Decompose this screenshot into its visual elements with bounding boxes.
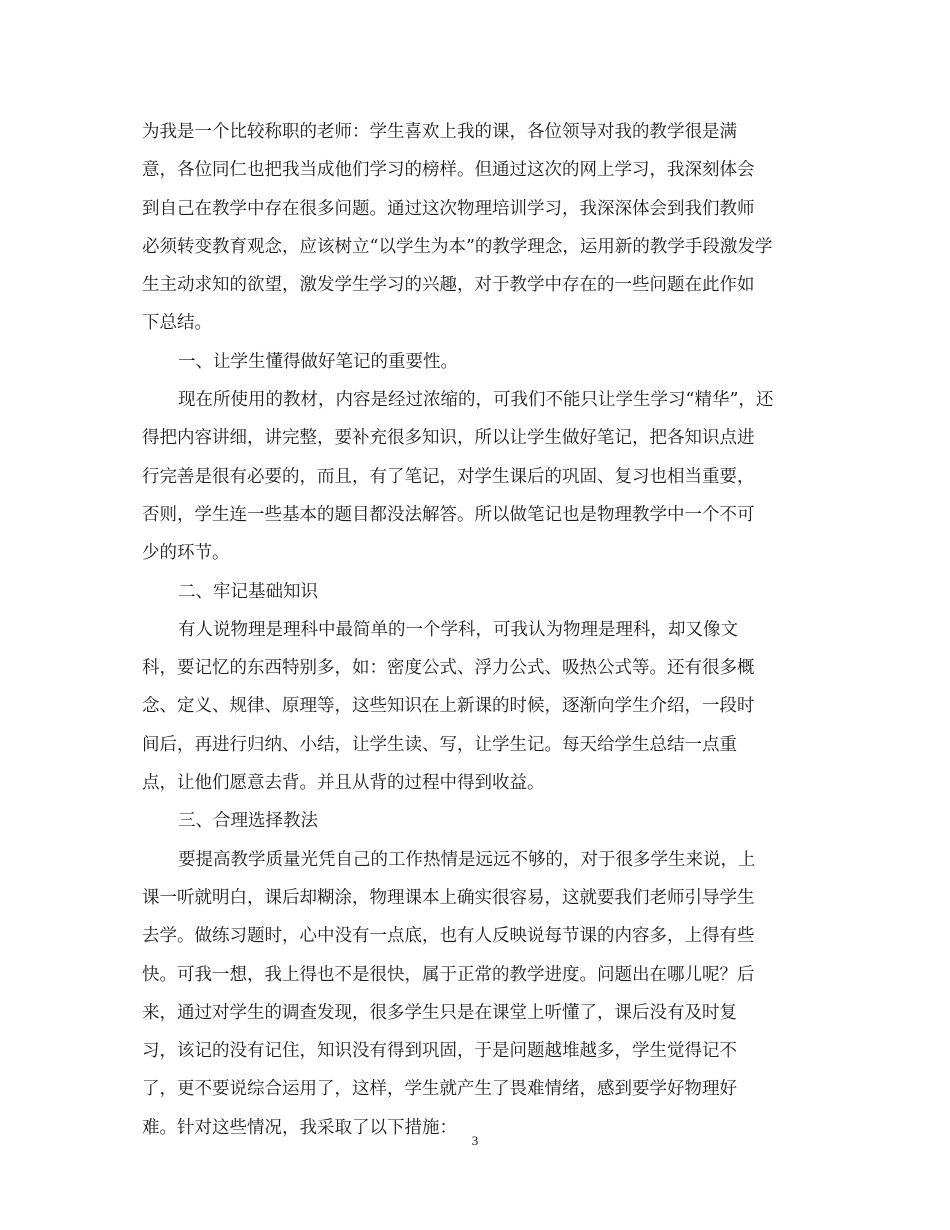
text-line: 现在所使用的教材，内容是经过浓缩的，可我们不能只让学生学习“精华”，还 xyxy=(178,390,774,411)
text-line: 了，更不要说综合运用了，这样，学生就产生了畏难情绪，感到要学好物理好 xyxy=(142,1079,737,1100)
text-line: 意，各位同仁也把我当成他们学习的榜样。但通过这次的网上学习，我深刻体会 xyxy=(142,160,755,181)
text-line: 必须转变教育观念，应该树立“以学生为本”的教学理念，运用新的教学手段激发学 xyxy=(142,236,773,257)
text-line: 生主动求知的欲望，激发学生学习的兴趣，对于教学中存在的一些问题在此作如 xyxy=(142,275,755,296)
text-line: 否则，学生连一些基本的题目都没法解答。所以做笔记也是物理教学中一个不可 xyxy=(142,504,755,525)
text-line: 少的环节。 xyxy=(142,543,230,564)
text-line: 科，要记忆的东西特别多，如：密度公式、浮力公式、吸热公式等。还有很多概 xyxy=(142,658,755,679)
text-line: 间后，再进行归纳、小结，让学生读、写，让学生记。每天给学生总结一点重 xyxy=(142,734,737,755)
text-line: 得把内容讲细，讲完整，要补充很多知识，所以让学生做好笔记，把各知识点进 xyxy=(142,428,755,449)
text-line: 要提高教学质量光凭自己的工作热情是远远不够的，对于很多学生来说，上 xyxy=(178,849,756,870)
section-heading: 二、牢记基础知识 xyxy=(178,581,318,602)
text-line: 行完善是很有必要的，而且，有了笔记，对学生课后的巩固、复习也相当重要， xyxy=(142,466,755,487)
text-line: 来，通过对学生的调查发现，很多学生只是在课堂上听懂了，课后没有及时复 xyxy=(142,1002,737,1023)
page-number: 3 xyxy=(471,1133,479,1148)
text-line: 快。可我一想，我上得也不是很快，属于正常的教学进度。问题出在哪儿呢？后 xyxy=(142,964,755,985)
text-line: 课一听就明白，课后却糊涂，物理课本上确实很容易，这就要我们老师引导学生 xyxy=(142,887,755,908)
text-line: 为我是一个比较称职的老师：学生喜欢上我的课，各位领导对我的教学很是满 xyxy=(142,122,737,142)
text-line: 到自己在教学中存在很多问题。通过这次物理培训学习，我深深体会到我们教师 xyxy=(142,198,755,219)
text-line: 难。针对这些情况，我采取了以下措施： xyxy=(142,1117,457,1138)
text-line: 念、定义、规律、原理等，这些知识在上新课的时候，逐渐向学生介绍，一段时 xyxy=(142,696,755,717)
text-line: 下总结。 xyxy=(142,313,212,334)
section-heading: 三、合理选择教法 xyxy=(178,811,318,832)
section-heading: 一、让学生懂得做好笔记的重要性。 xyxy=(178,351,458,372)
text-line: 去学。做练习题时，心中没有一点底，也有人反映说每节课的内容多，上得有些 xyxy=(142,926,755,947)
body-text xyxy=(142,113,812,1147)
text-line: 有人说物理是理科中最简单的一个学科，可我认为物理是理科，却又像文 xyxy=(178,619,738,640)
text-line: 习，该记的没有记住，知识没有得到巩固，于是问题越堆越多，学生觉得记不 xyxy=(142,1041,737,1062)
text-line: 点，让他们愿意去背。并且从背的过程中得到收益。 xyxy=(142,773,545,794)
